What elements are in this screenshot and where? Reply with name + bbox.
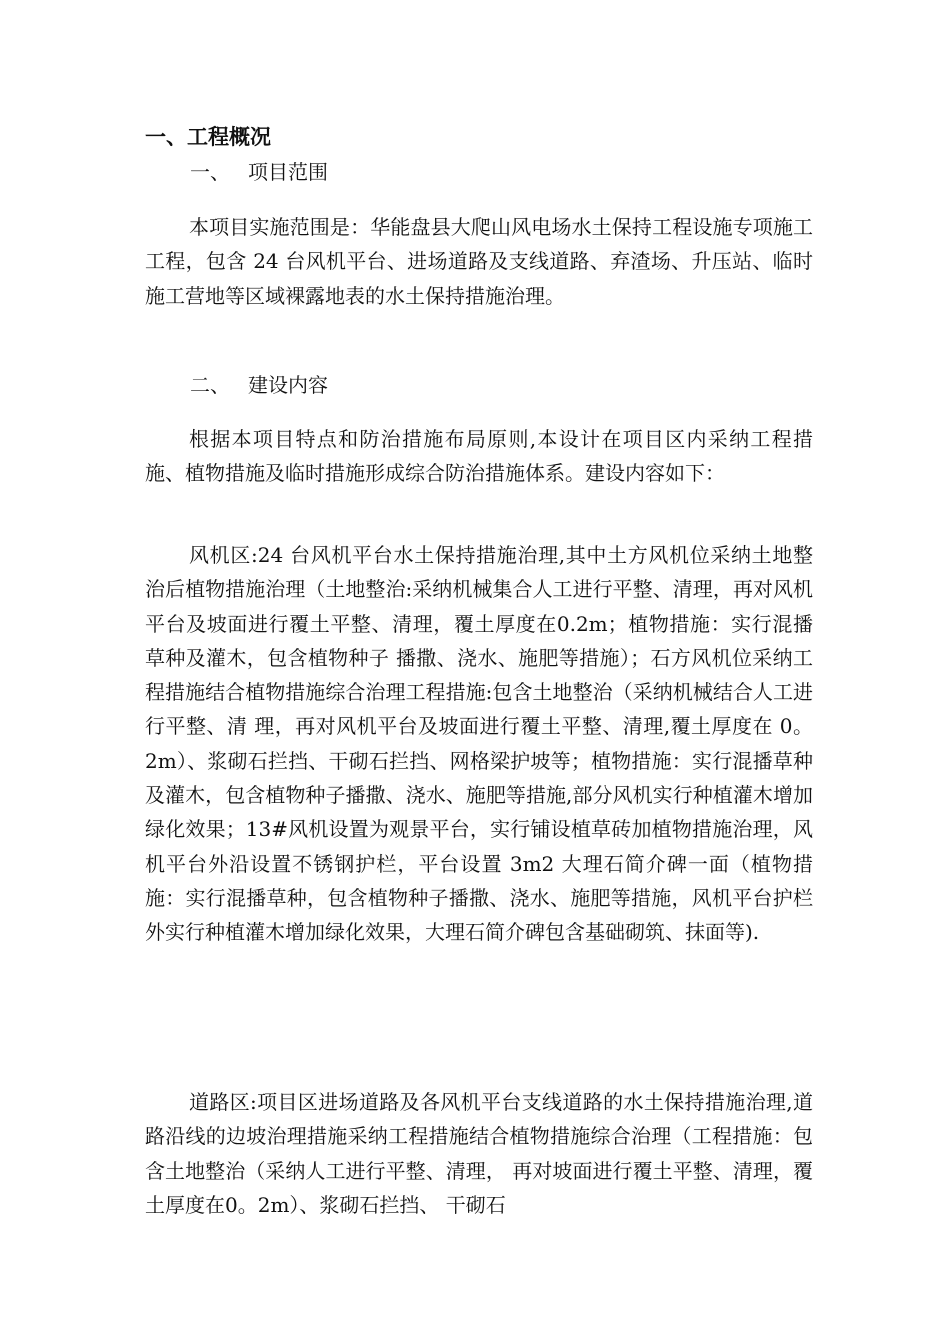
subsection-heading-scope	[190, 157, 328, 187]
section-title: 一、工程概况	[145, 124, 271, 149]
subsection-number: 二、	[190, 373, 230, 397]
paragraph-road-area: 道路区:项目区进场道路及各风机平台支线道路的水土保持措施治理,道路沿线的边坡治理措施采纳工程措施结合植物措施综合治理（工程措施：包含土地整治（采纳人工进行平整、清理， 再对坡面进行覆土平整、清理，覆土厚度在0。2m）、浆砌石拦挡、 干砌石	[145, 1090, 813, 1217]
subsection-title: 建设内容	[248, 373, 328, 397]
paragraph-intro: 根据本项目特点和防治措施布局原则,本设计在项目区内采纳工程措施、植物措施及临时措施形成综合防治措施体系。建设内容如下：	[145, 427, 813, 486]
subsection-number: 一、	[190, 160, 230, 184]
subsection-heading-content	[190, 370, 328, 400]
paragraph-wind-turbine-area: 风机区:24 台风机平台水土保持措施治理,其中土方风机位采纳土地整治后植物措施治理（土地整治:采纳机械集合人工进行平整、清理，再对风机平台及坡面进行覆土平整、清理，覆土厚度在0.2m；植物措施：实行混播草种及灌木，包含植物种子 播撒、浇水、施肥等措施）；石方风机位采纳工程措施结合植物措施综合治理工程措施:包含土地整治（采纳机械结合人工进行平整、清 理，再对风机平台及坡面进行覆土平整、清理,覆土厚度在 0。2m）、浆砌石拦挡、干砌石拦挡、网格梁护坡等；植物措施：实行混播草种 及灌木，包含植物种子播撒、浇水、施肥等措施,部分风机实行种植灌木增加绿化效果；13#风机设置为观景平台，实行铺设植草砖加植物措施治理，风机平台外沿设置不锈钢护栏，平台设置 3m2 大理石简介碑一面（植物措施：实行混播草种，包含植物种子播撒、浇水、施肥等措施，风机平台护栏外实行种植灌木增加绿化效果，大理石简介碑包含基础砌筑、抹面等).	[145, 543, 813, 945]
subsection-title: 项目范围	[248, 160, 328, 184]
paragraph-scope: 本项目实施范围是：华能盘县大爬山风电场水土保持工程设施专项施工工程，包含 24 台风机平台、进场道路及支线道路、弃渣场、升压站、临时施工营地等区域裸露地表的水土保持措施治理。	[145, 215, 813, 308]
